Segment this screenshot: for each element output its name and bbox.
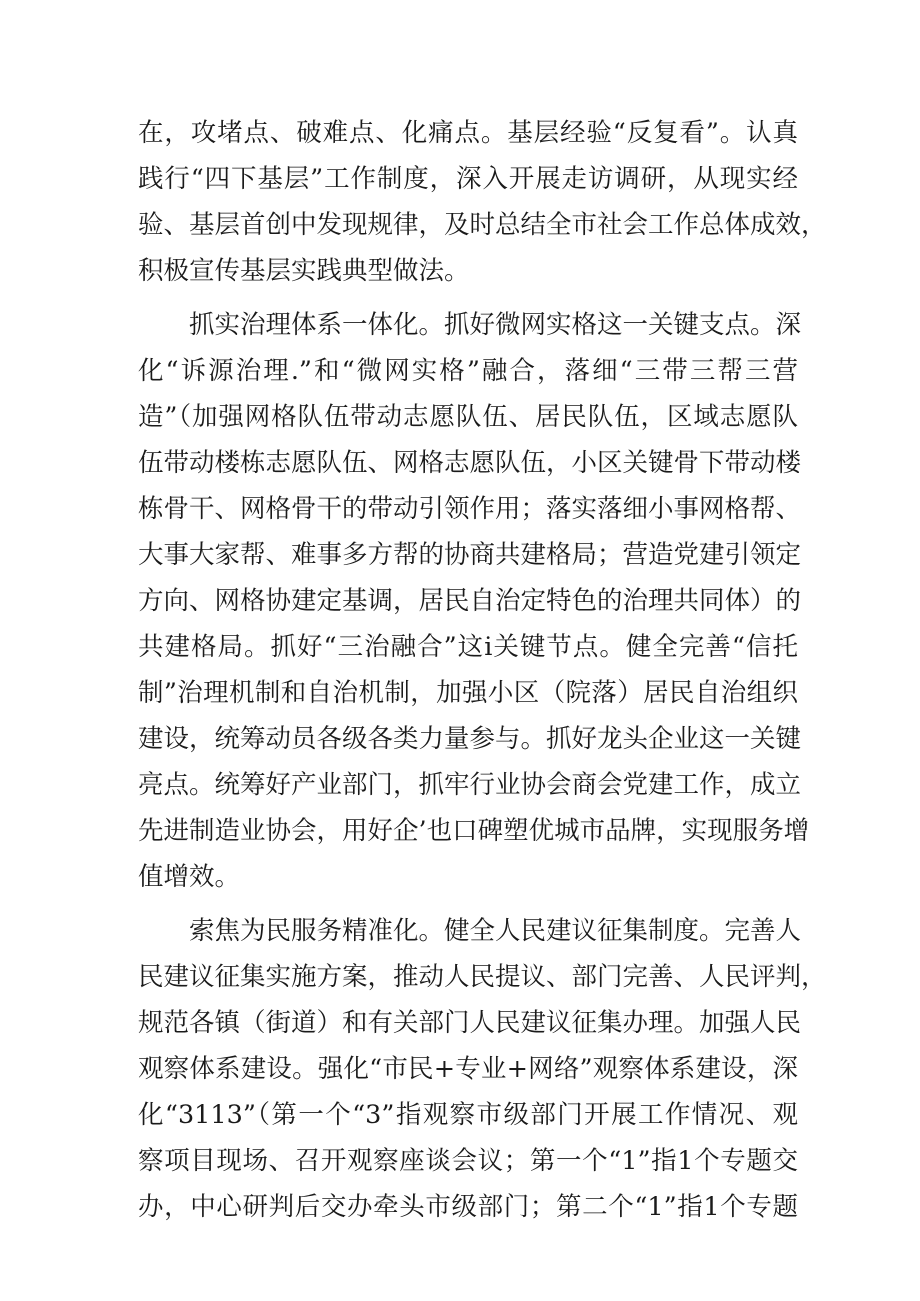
text-line: 验、基层首创中发现规律，及时总结全市社会工作总体成效， [138,210,827,240]
text-line: 建设，统筹动员各级各类力量参与。抓好龙头企业这一关键 [138,724,802,754]
text-line: 化“3113”（第一个“3”指观察市级部门开展工作情况、观 [138,1100,798,1130]
text-line: 方向、网格协建定基调，居民自治定特色的治理共同体）的 [138,586,802,616]
text-line: 民建议征集实施方案，推动人民提议、部门完善、人民评判， [138,962,827,992]
text-line: 栋骨干、网格骨干的带动引领作用；落实落细小事网格帮、 [138,494,802,524]
text-line: 察项目现场、召开观察座谈会议；第一个“1”指1个专题交 [138,1146,798,1176]
text-line: 践行“四下基层”工作制度，深入开展走访调研，从现实经 [138,164,798,194]
text-line: 伍带动楼栋志愿队伍、网格志愿队伍，小区关键骨下带动楼 [138,448,802,478]
text-line: 规范各镇（街道）和有关部门人民建议征集办理。加强人民 [138,1008,802,1038]
text-line: 值增效。 [138,862,241,892]
document-body [138,110,827,1230]
text-line: 办，中心研判后交办牵头市级部门；第二个“1”指1个专题 [138,1192,798,1222]
text-line: 先进制造业协会，用好企’也口碑塑优城市品牌，实现服务增 [138,816,810,846]
text-line: 索焦为民服务精准化。健全人民建议征集制度。完善人 [189,916,802,946]
text-line: 制”治理机制和自治机制，加强小区（院落）居民自治组织 [138,678,798,708]
text-line: 造”（加强网格队伍带动志愿队伍、居民队伍，区域志愿队 [138,402,798,432]
text-line: 观察体系建设。强化“市民+专业+网络”观察体系建设，深 [138,1054,798,1084]
text-line: 化“诉源治理.”和“微网实格”融合，落细“三带三帮三营 [138,356,798,386]
paragraph-3 [138,908,827,1230]
paragraph-2 [138,302,810,900]
text-line: 共建格局。抓好“三治融合”这i关键节点。健全完善“信托 [138,632,798,662]
text-line: 在，攻堵点、破难点、化痛点。基层经验“反复看”。认真 [138,118,798,148]
text-line: 大事大家帮、难事多方帮的协商共建格局；营造党建引领定 [138,540,802,570]
text-line: 抓实治理体系一体化。抓好微网实格这一关键支点。深 [189,310,802,340]
text-line: 积极宣传基层实践典型做法。 [138,256,470,286]
text-line: 亮点。统筹好产业部门，抓牢行业协会商会党建工作，成立 [138,770,802,800]
paragraph-1 [138,110,827,294]
